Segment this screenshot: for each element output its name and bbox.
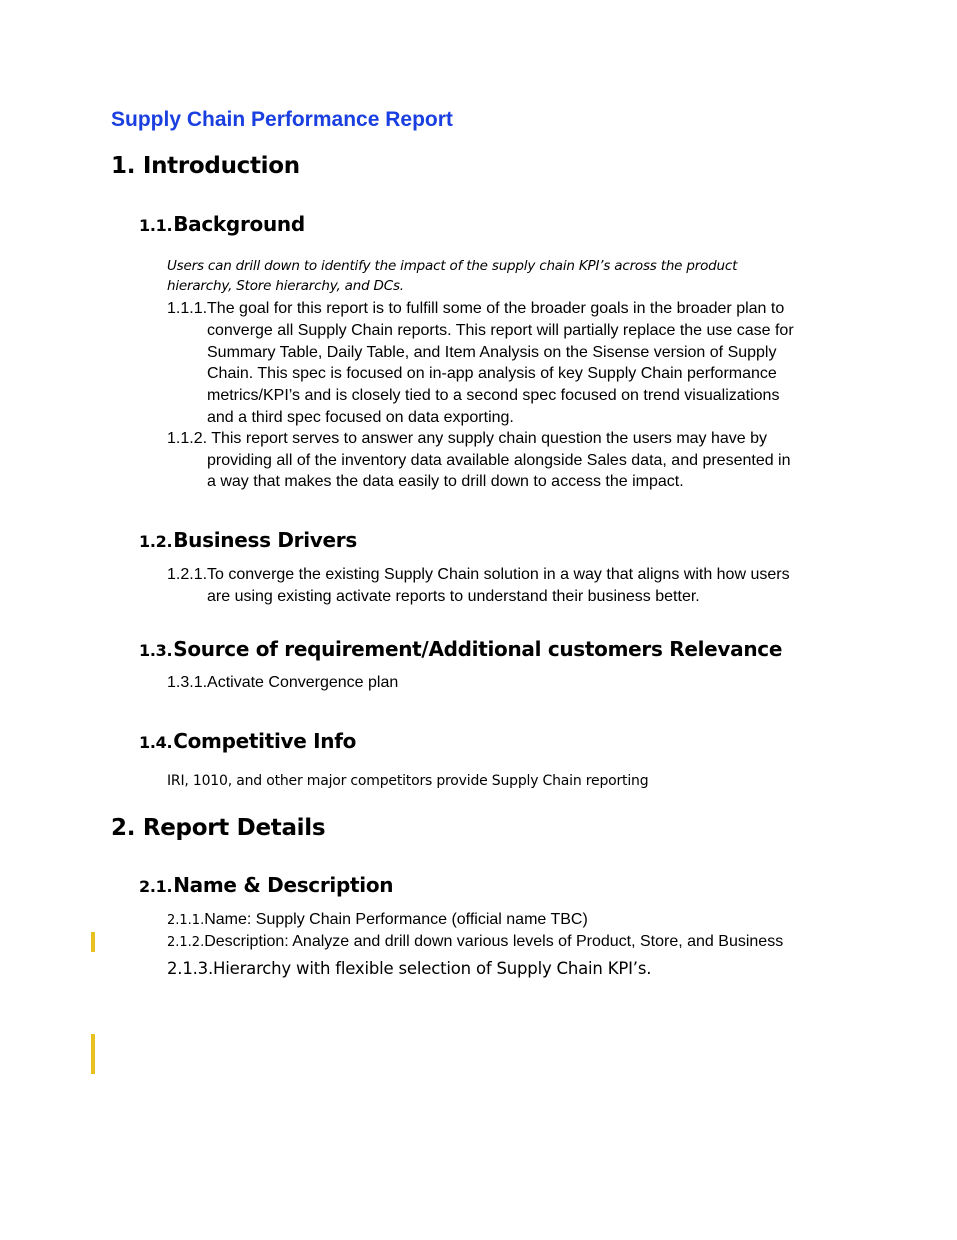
heading-text: Competitive Info xyxy=(173,729,357,753)
list-text: This report serves to answer any supply chain question the users may have by xyxy=(207,430,768,447)
list-item-1-2-1-line-2: are using existing activate reports to understand their business better. xyxy=(207,588,700,605)
document-title: Supply Chain Performance Report xyxy=(111,108,453,131)
background-note-line-2: hierarchy, Store hierarchy, and DCs. xyxy=(167,278,404,294)
competitive-info-note: IRI, 1010, and other major competitors provide Supply Chain reporting xyxy=(167,773,649,789)
heading-background xyxy=(139,212,305,236)
list-number: 1.3.1. xyxy=(167,674,208,691)
heading-source-of-requirement xyxy=(139,637,782,661)
list-text: To converge the existing Supply Chain solution in a way that aligns with how users xyxy=(207,566,790,583)
heading-name-description xyxy=(139,873,393,897)
heading-number: 1.4. xyxy=(139,733,173,752)
list-number: 1.2.1. xyxy=(167,566,208,583)
list-item-1-1-1-line-6: and a third spec focused on data exporting. xyxy=(207,409,514,426)
list-text: Description: Analyze and drill down various levels of Product, Store, and Business xyxy=(204,933,784,950)
heading-introduction: 1. Introduction xyxy=(111,153,300,179)
heading-number: 2.1. xyxy=(139,877,173,896)
heading-text: Business Drivers xyxy=(173,528,357,552)
change-bar-marker xyxy=(91,932,95,952)
list-item-1-1-2-line-1 xyxy=(167,428,767,450)
heading-text: Background xyxy=(173,212,305,236)
heading-number: 1.1. xyxy=(139,216,173,235)
list-item-2-1-3: 2.1.3.Hierarchy with flexible selection of Supply Chain KPI’s. xyxy=(167,959,652,978)
list-item-1-1-2-line-3: a way that makes the data easily to drill down to access the impact. xyxy=(207,473,684,490)
heading-text: Name & Description xyxy=(173,873,394,897)
heading-report-details: 2. Report Details xyxy=(111,815,326,841)
list-text: Activate Convergence plan xyxy=(207,674,399,691)
list-item-1-1-1-line-2: converge all Supply Chain reports. This report will partially replace the use case for xyxy=(207,322,794,339)
heading-number: 1.2. xyxy=(139,532,173,551)
list-text: The goal for this report is to fulfill some of the broader goals in the broader plan to xyxy=(207,300,785,317)
list-item-1-1-1-line-3: Summary Table, Daily Table, and Item Analysis on the Sisense version of Supply xyxy=(207,344,777,361)
heading-text: Source of requirement/Additional customers Relevance xyxy=(173,637,783,661)
change-bar-marker xyxy=(91,1034,95,1074)
list-item-2-1-2 xyxy=(167,931,783,954)
list-text: Name: Supply Chain Performance (official name TBC) xyxy=(204,911,588,928)
list-item-1-2-1-line-1 xyxy=(167,564,790,586)
list-number: 1.1.1. xyxy=(167,300,208,317)
list-number: 2.1.2. xyxy=(167,935,205,950)
list-number: 2.1.1. xyxy=(167,913,205,928)
list-item-1-1-1-line-1 xyxy=(167,298,784,320)
heading-competitive-info xyxy=(139,729,356,753)
heading-number: 1.3. xyxy=(139,641,173,660)
list-item-1-1-1-line-4: Chain. This spec is focused on in-app analysis of key Supply Chain performance xyxy=(207,365,777,382)
list-item-1-1-1-line-5: metrics/KPI’s and is closely tied to a second spec focused on trend visualizations xyxy=(207,387,780,404)
list-item-1-3-1 xyxy=(167,672,398,694)
list-item-2-1-1 xyxy=(167,909,588,932)
list-item-1-1-2-line-2: providing all of the inventory data available alongside Sales data, and presented in xyxy=(207,452,791,469)
heading-business-drivers xyxy=(139,528,357,552)
list-number: 1.1.2. xyxy=(167,430,208,447)
background-note-line-1: Users can drill down to identify the impact of the supply chain KPI’s across the product xyxy=(167,258,738,274)
